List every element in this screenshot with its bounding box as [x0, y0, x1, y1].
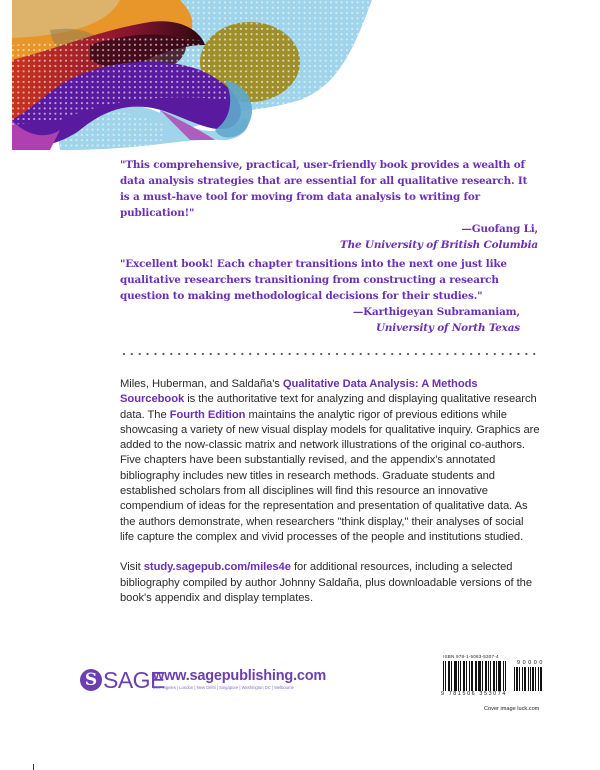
- book-title: Qualitative Data Analysis: A Methods Sourcebook: [120, 378, 478, 406]
- publisher-url[interactable]: www.sagepublishing.com: [153, 668, 327, 684]
- ean-digits: 9 781506 353074: [441, 691, 507, 697]
- ean-bars: [443, 661, 506, 691]
- publisher-cities: Los Angeles | London | New Delhi | Singapore | Washington DC | Melbourne: [153, 685, 294, 690]
- quote-author: —Karthigeyan Subramaniam,: [352, 306, 520, 318]
- sage-s-icon: S: [80, 669, 102, 691]
- dotted-divider: [120, 352, 540, 356]
- text-span: is the authoritative text for analyzing and displaying qualitative research data. The: [120, 393, 537, 421]
- description-paragraph-2: [120, 560, 540, 606]
- review-quote-2: [120, 256, 540, 336]
- isbn-label: ISBN 978-1-5063-5307-4: [443, 654, 499, 659]
- text-span: Visit: [120, 561, 144, 574]
- text-span: Miles, Huberman, and Saldaña's: [120, 378, 283, 390]
- cover-artwork: [0, 0, 600, 150]
- companion-site-link[interactable]: study.sagepub.com/miles4e: [143, 561, 291, 574]
- quote-text: "This comprehensive, practical, user-friendly book provides a wealth of data analysis strategies that are essential for all qualitative research. It is a must-have tool for moving from data analysis to writing for publication!": [120, 159, 528, 219]
- publisher-info: [153, 668, 326, 691]
- description-paragraph-1: [120, 377, 540, 545]
- quote-author: —Guofang Li,: [461, 223, 538, 235]
- edition-label: Fourth Edition: [169, 408, 246, 421]
- book-description: [120, 377, 540, 621]
- sage-wordmark: SAGE: [103, 667, 165, 693]
- cover-image-credit: Cover image luck.com: [484, 706, 540, 712]
- text-span: maintains the analytic rigor of previous editions while showcasing a variety of new visual display models for qualitative inquiry. Graphics are added to the now-classic matrix and network illustrations of the original co-authors. Five chapters have been substantially revised, and the appendix's annotated bibliography includes new titles in research methods. Graduate students and established scholars from all disciplines will find this resource an innovative compendium of ideas for the representation and presentation of qualitative data. As the authors demonstrate, when researchers "think display," their analyses of social life capture the complex and vivid processes of the people and institutions studied.: [120, 408, 540, 543]
- crop-mark-bottom: [33, 764, 34, 770]
- isbn-barcode: [443, 654, 563, 704]
- text-span: for additional resources, including a selected bibliography compiled by author Johnny Saldaña, plus downloadable versions of the book's appendix and display templates.: [120, 561, 533, 604]
- addon-digits: 90000: [517, 660, 545, 666]
- quote-text: "Excellent book! Each chapter transitions into the next one just like qualitative researchers transitioning from constructing a research question to making methodological decisions for their studies.": [120, 258, 507, 302]
- quote-affiliation: University of North Texas: [375, 322, 520, 334]
- quote-affiliation: The University of British Columbia: [340, 239, 538, 251]
- review-quote-1: [120, 157, 540, 253]
- quote-attribution: [120, 221, 540, 253]
- addon-bars: [514, 667, 545, 691]
- quote-attribution: [120, 304, 540, 336]
